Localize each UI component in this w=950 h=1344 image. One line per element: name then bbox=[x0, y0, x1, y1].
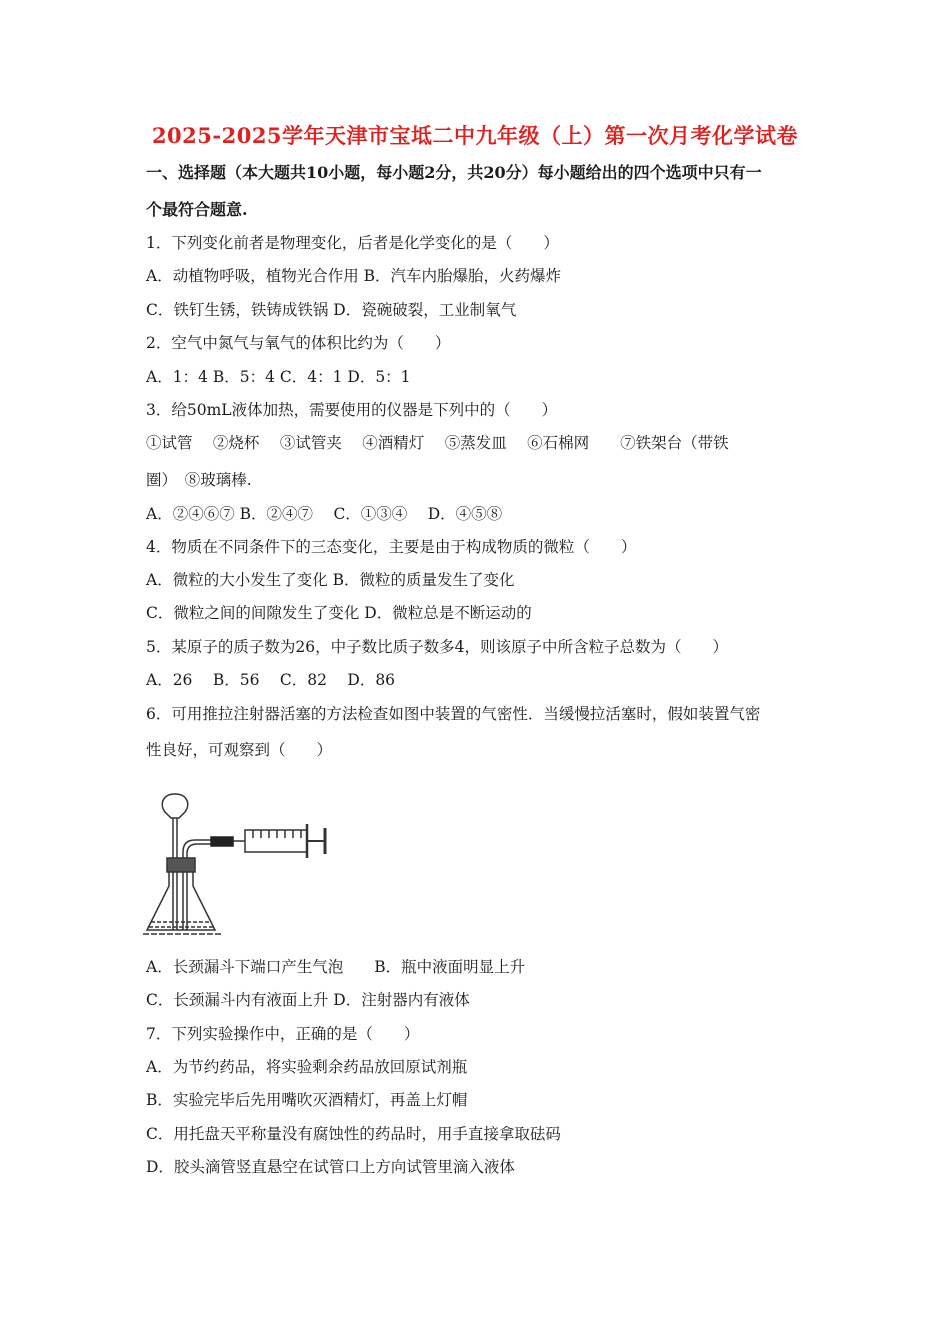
stopper bbox=[167, 858, 195, 872]
q5-stem: 5．某原子的质子数为26，中子数比质子数多4，则该原子中所含粒子总数为（ ） bbox=[146, 638, 728, 656]
q3-items-line1: ①试管 ②烧杯 ③试管夹 ④酒精灯 ⑤蒸发皿 ⑥石棉网 ⑦铁架台（带铁 bbox=[146, 434, 729, 452]
q1-options-cd: C．铁钉生锈，铁铸成铁锅 D．瓷碗破裂，工业制氧气 bbox=[146, 301, 517, 319]
q3-stem: 3．给50mL液体加热，需要使用的仪器是下列中的（ ） bbox=[146, 401, 558, 419]
exam-title: 2025-2025学年天津市宝坻二中九年级（上）第一次月考化学试卷 bbox=[151, 123, 799, 148]
q2-options: A．1：4 B．5：4 C．4：1 D．5：1 bbox=[146, 368, 411, 386]
rubber-connector bbox=[211, 837, 233, 846]
q7-option-d: D．胶头滴管竖直悬空在试管口上方向试管里滴入液体 bbox=[146, 1158, 515, 1176]
q4-options-cd: C．微粒之间的间隙发生了变化 D．微粒总是不断运动的 bbox=[146, 604, 532, 622]
q5-options: A．26 B．56 C．82 D．86 bbox=[146, 671, 396, 689]
apparatus-figure bbox=[143, 790, 343, 940]
q3-items-line2: 圈） ⑧玻璃棒. bbox=[146, 471, 252, 489]
q7-option-c: C．用托盘天平称量没有腐蚀性的药品时，用手直接拿取砝码 bbox=[146, 1125, 561, 1143]
q6-options-ab: A．长颈漏斗下端口产生气泡 B．瓶中液面明显上升 bbox=[146, 958, 526, 976]
q7-stem: 7．下列实验操作中，正确的是（ ） bbox=[146, 1025, 420, 1043]
q6-stem-line1: 6．可用推拉注射器活塞的方法检查如图中装置的气密性．当缓慢拉活塞时，假如装置气密 bbox=[146, 705, 761, 723]
q6-stem-line2: 性良好，可观察到（ ） bbox=[146, 741, 333, 759]
q4-stem: 4．物质在不同条件下的三态变化，主要是由于构成物质的微粒（ ） bbox=[146, 538, 637, 556]
syringe-barrel bbox=[245, 830, 307, 852]
q7-option-a: A．为节约药品，将实验剩余药品放回原试剂瓶 bbox=[146, 1058, 468, 1076]
q3-options: A．②④⑥⑦ B．②④⑦ C．①③④ D．④⑤⑧ bbox=[146, 505, 503, 523]
section-heading-line2: 个最符合题意. bbox=[146, 200, 248, 219]
funnel-bulb bbox=[162, 794, 188, 818]
q6-options-cd: C．长颈漏斗内有液面上升 D．注射器内有液体 bbox=[146, 991, 470, 1009]
q1-stem: 1．下列变化前者是物理变化，后者是化学变化的是（ ） bbox=[146, 234, 559, 252]
q2-stem: 2．空气中氮气与氧气的体积比约为（ ） bbox=[146, 334, 451, 352]
q1-options-ab: A．动植物呼吸，植物光合作用 B．汽车内胎爆胎，火药爆炸 bbox=[146, 267, 562, 285]
q4-options-ab: A．微粒的大小发生了变化 B．微粒的质量发生了变化 bbox=[146, 571, 515, 589]
q7-option-b: B．实验完毕后先用嘴吹灭酒精灯，再盖上灯帽 bbox=[146, 1091, 468, 1109]
section-heading-line1: 一、选择题（本大题共10小题，每小题2分，共20分）每小题给出的四个选项中只有一 bbox=[146, 163, 762, 182]
